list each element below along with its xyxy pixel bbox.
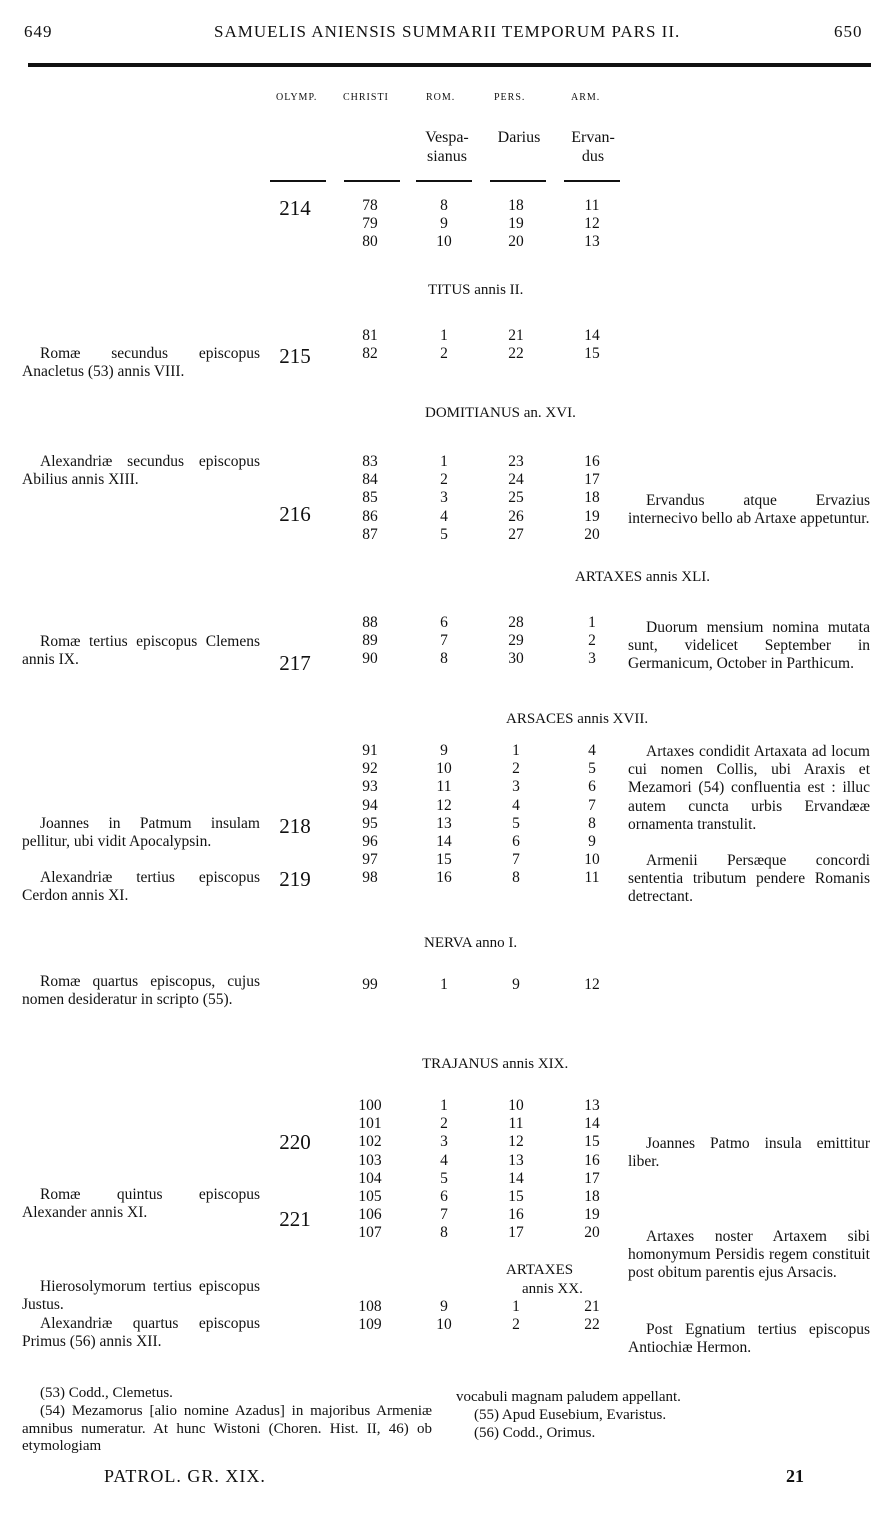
year-cell: 13 bbox=[508, 1151, 524, 1169]
year-cell: 1 bbox=[512, 742, 520, 759]
king-heading: annis XX. bbox=[522, 1281, 583, 1297]
year-cell: 19 bbox=[584, 1206, 600, 1224]
left-note: Romæ quintus episcopus Alexander annis XI. bbox=[22, 1186, 260, 1222]
year-cell: 14 bbox=[436, 832, 452, 850]
footnote: (54) Mezamorus [alio nomine Azadus] in majoribus Armeniæ amnibus numeratur. At hunc Wistoni (Choren. Hist. II, 46) ob etymologiam bbox=[22, 1403, 432, 1454]
year-cell: 2 bbox=[440, 471, 448, 489]
year-cell: 94 bbox=[362, 796, 378, 814]
year-cell: 15 bbox=[508, 1187, 524, 1205]
olympiad-number: 219 bbox=[279, 867, 311, 891]
page-number-right: 650 bbox=[834, 22, 863, 41]
king-heading: ARSACES annis XVII. bbox=[506, 711, 649, 727]
right-note: Artaxes noster Artaxem sibi homonymum Persidis regem constituit post obitum parentis ejus Arsacis. bbox=[628, 1228, 870, 1282]
year-cell: 10 bbox=[436, 233, 452, 251]
footnote: vocabuli magnam paludem appellant. bbox=[456, 1389, 681, 1405]
rom-king-name: Vespa- sianus bbox=[425, 129, 469, 165]
page-number-left: 649 bbox=[24, 22, 53, 41]
year-cell: 15 bbox=[584, 345, 600, 363]
year-cell: 78 bbox=[362, 197, 378, 214]
year-cell: 84 bbox=[362, 471, 378, 489]
year-cell: 19 bbox=[584, 507, 600, 525]
year-cell: 3 bbox=[440, 1133, 448, 1151]
year-cell: 9 bbox=[440, 1298, 448, 1315]
year-cell: 10 bbox=[436, 760, 452, 778]
year-cell: 12 bbox=[508, 1133, 524, 1151]
col-rule-christi bbox=[344, 180, 400, 182]
olympiad-number: 220 bbox=[279, 1130, 311, 1154]
year-cell: 8 bbox=[512, 869, 520, 887]
year-cell: 97 bbox=[362, 851, 378, 869]
col-rom: ROM. bbox=[426, 92, 456, 103]
year-cell: 90 bbox=[362, 650, 378, 668]
pers-king-name: Darius bbox=[497, 129, 541, 146]
year-cell: 2 bbox=[512, 760, 520, 778]
footnote: (53) Codd., Clemetus. bbox=[40, 1385, 173, 1401]
col-arm: ARM. bbox=[571, 92, 601, 103]
sheet-number: 21 bbox=[786, 1466, 804, 1486]
year-cell: 9 bbox=[440, 742, 448, 759]
year-cell: 2 bbox=[512, 1316, 520, 1334]
year-cell: 16 bbox=[508, 1206, 524, 1224]
col-rule-pers bbox=[490, 180, 546, 182]
year-cell: 1 bbox=[440, 453, 448, 470]
year-cell: 2 bbox=[440, 1115, 448, 1133]
king-heading: TITUS annis II. bbox=[428, 282, 524, 298]
left-note: Hierosolymorum tertius episcopus Justus. bbox=[22, 1278, 260, 1314]
year-cell: 11 bbox=[436, 778, 452, 796]
year-cell: 10 bbox=[436, 1316, 452, 1334]
arm-king-name: Ervan- dus bbox=[571, 129, 615, 165]
year-cell: 22 bbox=[584, 1316, 600, 1334]
left-note: Romæ tertius episcopus Clemens annis IX. bbox=[22, 633, 260, 669]
year-cell: 15 bbox=[584, 1133, 600, 1151]
olympiad-number: 221 bbox=[279, 1207, 311, 1231]
king-heading: ARTAXES bbox=[506, 1262, 574, 1278]
year-cell: 9 bbox=[588, 832, 596, 850]
right-note: Ervandus atque Ervazius internecivo bello ab Artaxe appetuntur. bbox=[628, 492, 870, 528]
year-cell: 100 bbox=[358, 1097, 382, 1114]
year-cell: 105 bbox=[358, 1187, 382, 1205]
year-cell: 8 bbox=[588, 814, 596, 832]
year-cell: 12 bbox=[584, 215, 600, 233]
year-cell: 1 bbox=[440, 327, 448, 344]
year-cell: 106 bbox=[358, 1206, 382, 1224]
year-cell: 5 bbox=[512, 814, 520, 832]
year-cell: 87 bbox=[362, 525, 378, 543]
year-cell: 19 bbox=[508, 215, 524, 233]
year-cell: 1 bbox=[440, 1097, 448, 1114]
year-cell: 3 bbox=[440, 489, 448, 507]
year-cell: 98 bbox=[362, 869, 378, 887]
year-cell: 101 bbox=[358, 1115, 382, 1133]
year-cell: 15 bbox=[436, 851, 452, 869]
year-cell: 14 bbox=[584, 327, 600, 344]
year-cell: 9 bbox=[440, 215, 448, 233]
year-cell: 2 bbox=[440, 345, 448, 363]
year-cell: 12 bbox=[436, 796, 452, 814]
year-cell: 9 bbox=[512, 976, 520, 993]
signature-line: PATROL. GR. XIX. bbox=[104, 1466, 266, 1486]
year-cell: 102 bbox=[358, 1133, 382, 1151]
year-cell: 26 bbox=[508, 507, 524, 525]
king-heading: TRAJANUS annis XIX. bbox=[422, 1056, 569, 1072]
year-cell: 17 bbox=[584, 471, 600, 489]
year-cell: 13 bbox=[584, 233, 600, 251]
right-note: Artaxes condidit Artaxata ad locum cui nomen Collis, ubi Araxis et Mezamori (54) confluentia est : illuc autem cuncta urbis Ervandææ ornamenta transtulit. bbox=[628, 743, 870, 833]
year-cell: 11 bbox=[508, 1115, 524, 1133]
olympiad-number: 215 bbox=[279, 344, 311, 368]
year-cell: 89 bbox=[362, 632, 378, 650]
year-cell: 5 bbox=[440, 525, 448, 543]
footnote: (56) Codd., Orimus. bbox=[474, 1425, 596, 1441]
year-cell: 88 bbox=[362, 614, 378, 631]
year-cell: 16 bbox=[584, 453, 600, 470]
year-cell: 81 bbox=[362, 327, 378, 344]
year-cell: 91 bbox=[362, 742, 378, 759]
year-cell: 20 bbox=[584, 525, 600, 543]
year-cell: 93 bbox=[362, 778, 378, 796]
year-cell: 7 bbox=[440, 632, 448, 650]
year-cell: 4 bbox=[588, 742, 596, 759]
year-cell: 7 bbox=[440, 1206, 448, 1224]
year-cell: 8 bbox=[440, 650, 448, 668]
year-cell: 95 bbox=[362, 814, 378, 832]
year-cell: 14 bbox=[508, 1169, 524, 1187]
year-cell: 6 bbox=[440, 614, 448, 631]
year-cell: 7 bbox=[588, 796, 596, 814]
year-cell: 1 bbox=[440, 976, 448, 993]
year-cell: 108 bbox=[358, 1298, 382, 1315]
year-cell: 18 bbox=[584, 489, 600, 507]
year-cell: 13 bbox=[436, 814, 452, 832]
year-cell: 4 bbox=[512, 796, 520, 814]
year-cell: 2 bbox=[588, 632, 596, 650]
header-rule bbox=[28, 63, 871, 67]
col-olymp: OLYMP. bbox=[276, 92, 318, 103]
year-cell: 8 bbox=[440, 1224, 448, 1242]
king-heading: NERVA anno I. bbox=[424, 935, 518, 951]
king-heading: ARTAXES annis XLI. bbox=[575, 569, 710, 585]
year-cell: 16 bbox=[584, 1151, 600, 1169]
year-cell: 96 bbox=[362, 832, 378, 850]
col-rule-rom bbox=[416, 180, 472, 182]
year-cell: 30 bbox=[508, 650, 524, 668]
year-cell: 1 bbox=[588, 614, 596, 631]
year-cell: 12 bbox=[584, 976, 600, 993]
col-pers: PERS. bbox=[494, 92, 526, 103]
year-cell: 86 bbox=[362, 507, 378, 525]
year-cell: 104 bbox=[358, 1169, 382, 1187]
year-cell: 80 bbox=[362, 233, 378, 251]
year-cell: 11 bbox=[584, 869, 600, 887]
year-cell: 21 bbox=[508, 327, 524, 344]
running-title: SAMUELIS ANIENSIS SUMMARII TEMPORUM PARS II. bbox=[214, 22, 681, 41]
footnote: (55) Apud Eusebium, Evaristus. bbox=[474, 1407, 667, 1423]
year-cell: 20 bbox=[584, 1224, 600, 1242]
left-note: Alexandriæ tertius episcopus Cerdon annis XI. bbox=[22, 869, 260, 905]
year-cell: 23 bbox=[508, 453, 524, 470]
year-cell: 92 bbox=[362, 760, 378, 778]
year-cell: 6 bbox=[440, 1187, 448, 1205]
year-cell: 5 bbox=[588, 760, 596, 778]
year-cell: 11 bbox=[584, 197, 600, 214]
left-note: Alexandriæ secundus episcopus Abilius annis XIII. bbox=[22, 453, 260, 489]
year-cell: 8 bbox=[440, 197, 448, 214]
left-note: Joannes in Patmum insulam pellitur, ubi vidit Apocalypsin. bbox=[22, 815, 260, 851]
year-cell: 3 bbox=[512, 778, 520, 796]
year-cell: 107 bbox=[358, 1224, 382, 1242]
col-rule-olymp bbox=[270, 180, 326, 182]
year-cell: 82 bbox=[362, 345, 378, 363]
year-cell: 28 bbox=[508, 614, 524, 631]
right-note: Armenii Persæque concordi sententia tributum pendere Romanis detrectant. bbox=[628, 852, 870, 906]
year-cell: 5 bbox=[440, 1169, 448, 1187]
year-cell: 22 bbox=[508, 345, 524, 363]
right-note: Joannes Patmo insula emittitur liber. bbox=[628, 1135, 870, 1171]
olympiad-number: 218 bbox=[279, 814, 311, 838]
olympiad-number: 214 bbox=[279, 196, 311, 220]
left-note: Romæ quartus episcopus, cujus nomen desideratur in scripto (55). bbox=[22, 973, 260, 1009]
year-cell: 25 bbox=[508, 489, 524, 507]
year-cell: 24 bbox=[508, 471, 524, 489]
year-cell: 1 bbox=[512, 1298, 520, 1315]
year-cell: 109 bbox=[358, 1316, 382, 1334]
year-cell: 21 bbox=[584, 1298, 600, 1315]
left-note: Alexandriæ quartus episcopus Primus (56) annis XII. bbox=[22, 1315, 260, 1351]
olympiad-number: 217 bbox=[279, 651, 311, 675]
year-cell: 10 bbox=[584, 851, 600, 869]
year-cell: 79 bbox=[362, 215, 378, 233]
year-cell: 4 bbox=[440, 1151, 448, 1169]
year-cell: 17 bbox=[508, 1224, 524, 1242]
year-cell: 27 bbox=[508, 525, 524, 543]
right-note: Duorum mensium nomina mutata sunt, videlicet September in Germanicum, October in Parthicum. bbox=[628, 619, 870, 673]
year-cell: 99 bbox=[362, 976, 378, 993]
year-cell: 6 bbox=[512, 832, 520, 850]
year-cell: 85 bbox=[362, 489, 378, 507]
right-note: Post Egnatium tertius episcopus Antiochiæ Hermon. bbox=[628, 1321, 870, 1357]
col-rule-arm bbox=[564, 180, 620, 182]
year-cell: 14 bbox=[584, 1115, 600, 1133]
olympiad-number: 216 bbox=[279, 502, 311, 526]
year-cell: 18 bbox=[584, 1187, 600, 1205]
year-cell: 6 bbox=[588, 778, 596, 796]
year-cell: 10 bbox=[508, 1097, 524, 1114]
left-note: Romæ secundus episcopus Anacletus (53) annis VIII. bbox=[22, 345, 260, 381]
year-cell: 3 bbox=[588, 650, 596, 668]
year-cell: 103 bbox=[358, 1151, 382, 1169]
year-cell: 4 bbox=[440, 507, 448, 525]
col-christi: CHRISTI bbox=[343, 92, 389, 103]
year-cell: 13 bbox=[584, 1097, 600, 1114]
year-cell: 20 bbox=[508, 233, 524, 251]
year-cell: 17 bbox=[584, 1169, 600, 1187]
year-cell: 7 bbox=[512, 851, 520, 869]
king-heading: DOMITIANUS an. XVI. bbox=[425, 405, 576, 421]
year-cell: 18 bbox=[508, 197, 524, 214]
year-cell: 16 bbox=[436, 869, 452, 887]
year-cell: 83 bbox=[362, 453, 378, 470]
year-cell: 29 bbox=[508, 632, 524, 650]
